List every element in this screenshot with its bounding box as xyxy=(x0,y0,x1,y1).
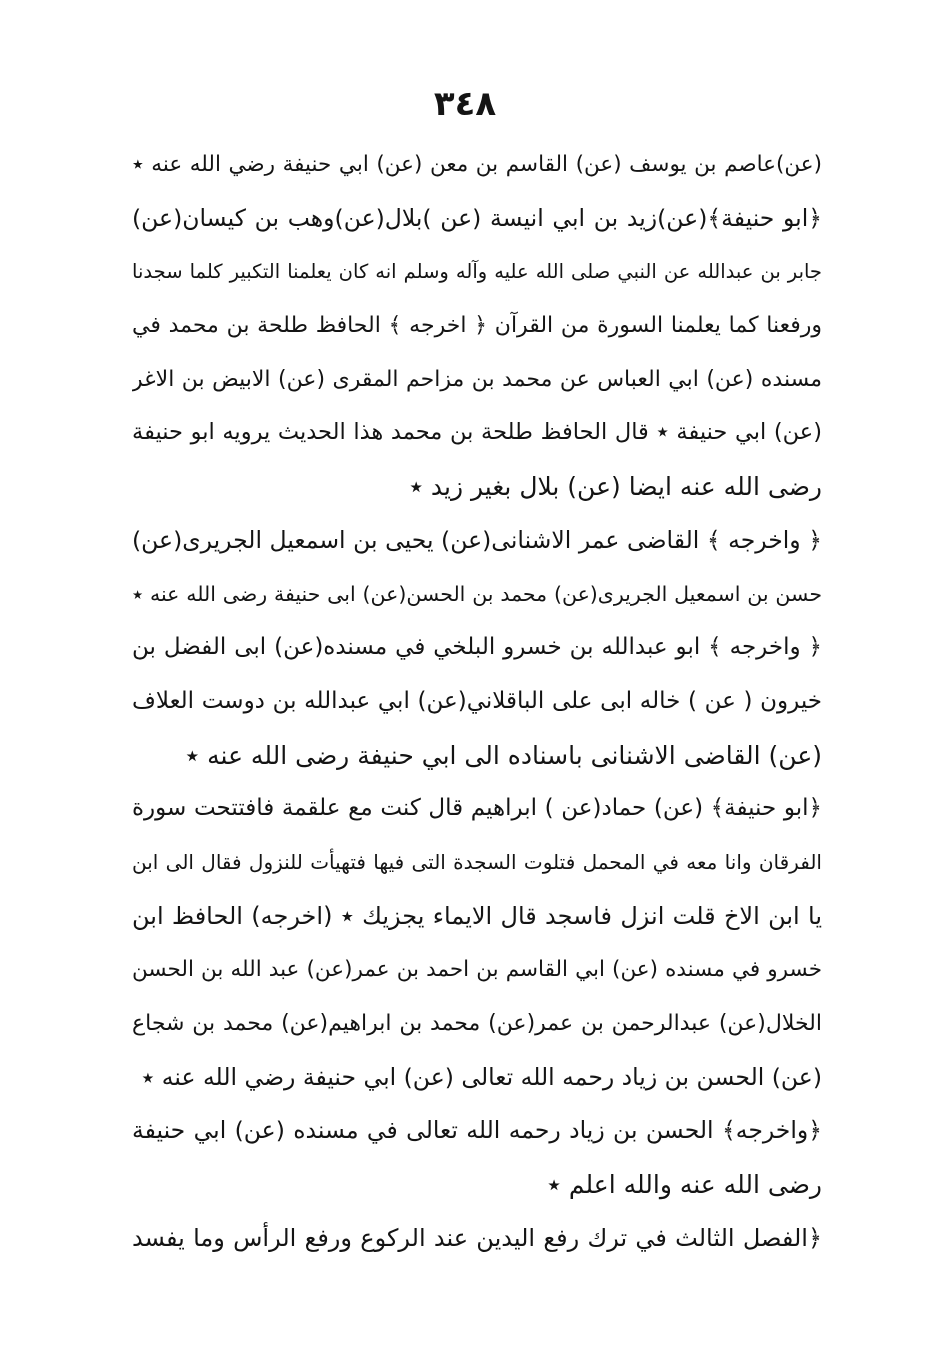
text-line: (عن) ابي حنيفة ٭ قال الحافظ طلحة بن محمد هذا الحديث يرويه ابو حنيفة xyxy=(132,419,822,446)
text-line: يا ابن الاخ قلت انزل فاسجد قال الايماء يجزيك ٭ (اخرجه) الحافظ ابن xyxy=(132,901,822,930)
text-line: ﴿ واخرجه ﴾ ابو عبدالله بن خسرو البلخي في مسنده(عن) ابى الفضل بن xyxy=(132,634,822,661)
text-line: (عن) القاضى الاشنانى باسناده الى ابي حنيفة رضى الله عنه ٭ xyxy=(185,740,822,770)
text-body xyxy=(132,138,822,1265)
text-line: خيرون ( عن ) خاله ابى على الباقلاني(عن) ابي عبدالله بن دوست العلاف xyxy=(132,687,822,714)
text-line: مسنده (عن) ابي العباس عن محمد بن مزاحم المقرى (عن) الابيض بن الاغر xyxy=(132,366,822,392)
text-line: خسرو في مسنده (عن) ابي القاسم بن احمد بن عمر(عن) عبد الله بن الحسن xyxy=(132,957,822,983)
text-line: الخلال(عن) عبدالرحمن بن عمر(عن) محمد بن ابراهيم(عن) محمد بن شجاع xyxy=(132,1011,822,1036)
text-line: ﴿ابو حنيفة﴾ (عن) حماد(عن ) ابراهيم قال كنت مع علقمة فافتتحت سورة xyxy=(132,795,822,822)
page-number: ٣٤٨ xyxy=(433,84,497,124)
text-line: الفرقان وانا معه في المحمل فتلوت السجدة التى فيها فتهيأت للنزول فقال الى ابن xyxy=(132,849,822,874)
text-line: جابر بن عبدالله عن النبي صلى الله عليه وآله وسلم انه كان يعلمنا التكبير كلما سجدنا xyxy=(132,260,822,284)
text-line: ﴿ابو حنيفة﴾(عن)زيد بن ابي انيسة (عن )بلال(عن)وهب بن كيسان(عن) xyxy=(132,203,822,232)
text-line: حسن بن اسمعيل الجريرى(عن) محمد بن الحسن(عن) ابى حنيفة رضى الله عنه ٭ xyxy=(132,581,822,606)
section-heading-line: ﴿الفصل الثالث في ترك رفع اليدين عند الركوع ورفع الرأس وما يفسد xyxy=(132,1223,822,1252)
text-line: رضى الله عنه والله اعلم ٭ xyxy=(547,1170,822,1200)
text-line: ﴿واخرجه﴾ الحسن بن زياد رحمه الله تعالى في مسنده (عن) ابي حنيفة xyxy=(132,1116,822,1145)
text-line: رضى الله عنه ايضا (عن) بلال بغير زيد ٭ xyxy=(409,472,822,502)
text-line: (عن) الحسن بن زياد رحمه الله تعالى (عن) ابي حنيفة رضي الله عنه ٭ xyxy=(141,1062,822,1091)
text-line: ﴿ واخرجه ﴾ القاضى عمر الاشنانى(عن) يحيى بن اسمعيل الجريرى(عن) xyxy=(132,525,822,554)
text-line: (عن)عاصم بن يوسف (عن) القاسم بن معن (عن) ابي حنيفة رضي الله عنه ٭ xyxy=(132,152,822,177)
text-line: ورفعنا كما يعلمنا السورة من القرآن ﴿ اخرجه ﴾ الحافظ طلحة بن محمد في xyxy=(132,313,822,339)
